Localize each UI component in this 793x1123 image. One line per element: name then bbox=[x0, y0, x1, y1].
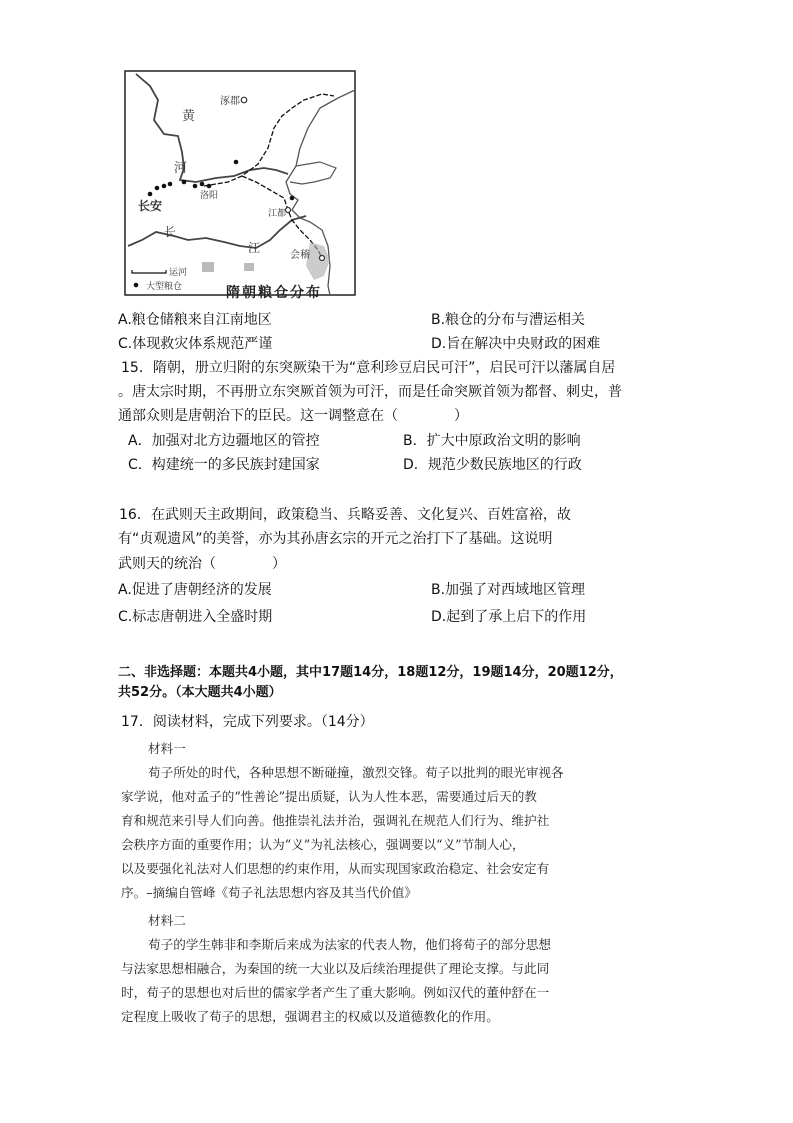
label-huang: 黄 bbox=[182, 109, 196, 124]
material-2-line-4: 定程度上吸收了荀子的思想，强调君主的权威以及道德教化的作用。 bbox=[121, 1009, 499, 1024]
material-2-line-1: 荀子的学生韩非和李斯后来成为法家的代表人物，他们将荀子的部分思想 bbox=[148, 937, 551, 952]
q17-stem: 17．阅读材料，完成下列要求。（14分） bbox=[121, 714, 374, 730]
material-1-source: 序。–摘编自管峰《荀子礼法思想内容及其当代价值》 bbox=[121, 885, 417, 900]
label-changan: 长安 bbox=[138, 199, 163, 213]
q16-stem-line-3: 武则天的统治（ ） bbox=[118, 556, 286, 572]
legend-granary-symbol bbox=[134, 283, 139, 288]
material-2-title: 材料二 bbox=[148, 913, 186, 928]
q16-option-b[interactable]: B.加强了对西域地区管理 bbox=[431, 582, 586, 598]
label-jiangdu: 江都 bbox=[268, 209, 287, 219]
shade-b bbox=[244, 263, 254, 271]
q15-option-d[interactable]: D．规范少数民族地区的行政 bbox=[403, 457, 582, 473]
label-chang: 长 bbox=[164, 225, 177, 239]
q14-option-d[interactable]: D.旨在解决中央财政的困难 bbox=[431, 336, 601, 352]
material-1-line-1: 荀子所处的时代，各种思想不断碰撞，激烈交锋。荀子以批判的眼光审视各 bbox=[148, 765, 564, 780]
city-marker-kuaiji bbox=[320, 256, 325, 261]
city-marker-jiangdu bbox=[286, 208, 291, 213]
q14-option-c[interactable]: C.体现救灾体系规范严谨 bbox=[118, 336, 273, 352]
city-marker-zhuojun bbox=[241, 97, 247, 103]
label-zhuojun: 涿郡 bbox=[220, 96, 240, 107]
material-2-line-2: 与法家思想相融合，为秦国的统一大业以及后续治理提供了理论支撑。与此同 bbox=[121, 961, 550, 976]
q15-stem-line-1: 15．隋朝，册立归附的东突厥染干为“意利珍豆启民可汗”，启民可汗以藩属自居 bbox=[121, 360, 616, 376]
granary-map bbox=[124, 70, 356, 296]
q15-option-c[interactable]: C．构建统一的多民族封建国家 bbox=[128, 457, 320, 473]
label-kuaiji: 会稽 bbox=[290, 250, 310, 261]
material-2-line-3: 时，荀子的思想也对后世的儒家学者产生了重大影响。例如汉代的董仲舒在一 bbox=[121, 985, 550, 1000]
q15-option-a[interactable]: A．加强对北方边疆地区的管控 bbox=[128, 433, 320, 449]
material-1-title: 材料一 bbox=[148, 741, 186, 756]
label-he: 河 bbox=[174, 161, 188, 176]
label-luoyang: 洛阳 bbox=[200, 191, 219, 201]
q16-option-a[interactable]: A.促进了唐朝经济的发展 bbox=[118, 582, 272, 598]
q15-option-b[interactable]: B．扩大中原政治文明的影响 bbox=[403, 433, 581, 449]
q14-option-b[interactable]: B.粮仓的分布与漕运相关 bbox=[431, 312, 586, 328]
q15-stem-line-3: 通部众则是唐朝治下的臣民。这一调整意在（ ） bbox=[118, 408, 468, 424]
material-1-line-2: 家学说，他对孟子的“性善论”提出质疑，认为人性本恶，需要通过后天的教 bbox=[121, 789, 537, 804]
material-1-line-4: 会秩序方面的重要作用；认为“义”为礼法核心，强调要以“义”节制人心， bbox=[121, 837, 525, 852]
label-jiang: 江 bbox=[248, 241, 261, 255]
map-graphic bbox=[124, 70, 356, 296]
map-caption-cropped: 隋朝粮仓分布 bbox=[226, 285, 322, 301]
legend-canal-label: 运河 bbox=[169, 268, 188, 278]
q16-option-d[interactable]: D.起到了承上启下的作用 bbox=[431, 609, 587, 625]
legend-granary-label: 大型粮仓 bbox=[146, 282, 183, 292]
shade-a bbox=[202, 262, 214, 272]
q16-option-c[interactable]: C.标志唐朝进入全盛时期 bbox=[118, 609, 273, 625]
section-2-heading-line-1: 二、非选择题：本题共4小题，其中17题14分，18题12分，19题14分，20题12分， bbox=[118, 665, 623, 680]
q16-stem-line-2: 有“贞观遗风”的美誉，亦为其孙唐玄宗的开元之治打下了基础。这说明 bbox=[118, 531, 553, 547]
q15-stem-line-2: 。唐太宗时期，不再册立东突厥首领为可汗，而是任命突厥首领为都督、刺史，普 bbox=[118, 384, 622, 400]
material-1-line-5: 以及要强化礼法对人们思想的约束作用，从而实现国家政治稳定、社会安定有 bbox=[121, 861, 550, 876]
q16-stem-line-1: 16．在武则天主政期间，政策稳当、兵略妥善、文化复兴、百姓富裕，故 bbox=[119, 507, 571, 523]
material-1-line-3: 育和规范来引导人们向善。他推崇礼法并治，强调礼在规范人们行为、维护社 bbox=[121, 813, 550, 828]
section-2-heading-line-2: 共52分。（本大题共4小题） bbox=[118, 685, 282, 700]
q14-option-a[interactable]: A.粮仓储粮来自江南地区 bbox=[118, 312, 272, 328]
